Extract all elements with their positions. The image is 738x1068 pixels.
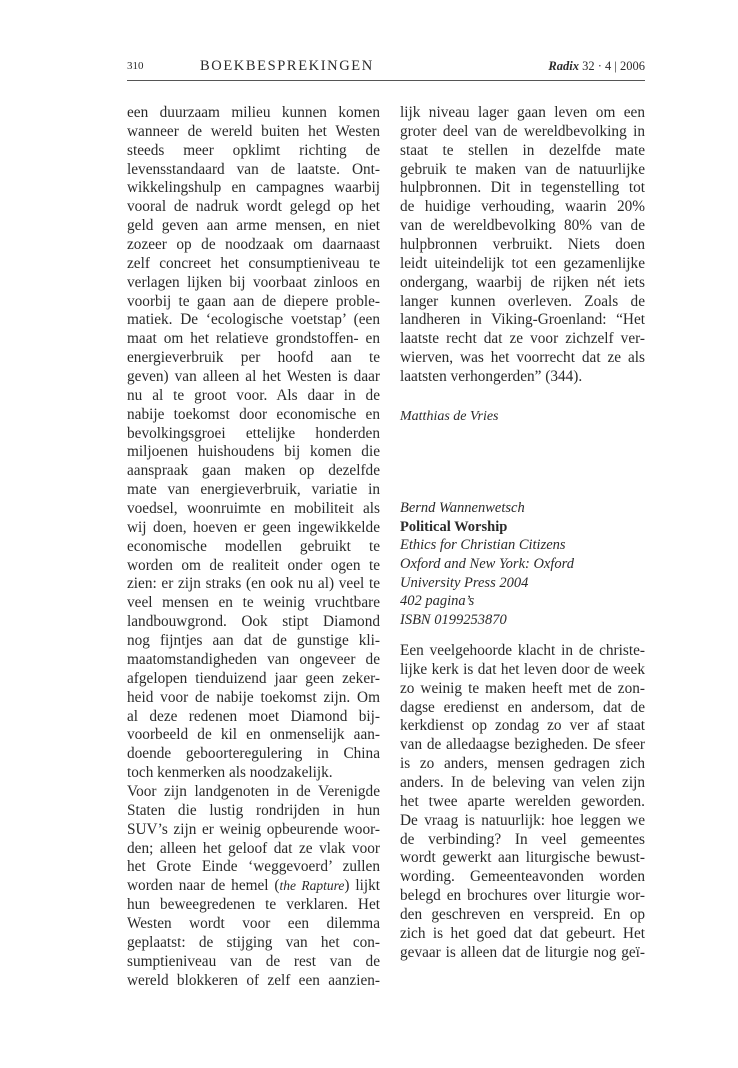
book-author: Bernd Wannenwetsch (400, 500, 525, 516)
text-line: is zo anders, mensen gedragen zich (400, 755, 645, 773)
text-line: wordt gewerkt aan liturgische bewust- (400, 849, 645, 867)
text-line: miljoenen huishoudens bij komen die (127, 443, 380, 461)
text-line: vooral de nadruk wordt gelegd op het (127, 198, 380, 216)
text-line: wij doen, hoeven er geen ingewikkelde (127, 518, 380, 536)
text-line: Staten die lustig rondrijden in hun (127, 801, 380, 819)
text-fragment: ) lijkt (344, 877, 380, 895)
text-line: hulpbronnen. Dit in tegenstelling tot (400, 179, 645, 197)
text-line (127, 877, 380, 896)
text-line: worden om de realiteit onder ogen te (127, 556, 380, 574)
right-column-text (400, 104, 645, 387)
text-line: SUV’s zijn er weinig opbeurende woor- (127, 820, 380, 838)
text-line: Westen wordt voor een dilemma (127, 914, 380, 932)
text-line: nu al te groot voor. Als daar in de (127, 386, 380, 404)
book-publisher: Oxford and New York: Oxford (400, 556, 574, 573)
text-line: Voor zijn landgenoten in de Verenigde (127, 782, 380, 800)
text-line: ondergang, waarbij de rijken nét iets (400, 273, 645, 291)
text-line: staat te stellen in dezelfde mate (400, 141, 645, 159)
text-line: lijk niveau lager gaan leven om een (400, 104, 645, 121)
text-line: al deze redenen moet Diamond bij- (127, 707, 380, 725)
text-line: geplaatst: de stijging van het con- (127, 933, 380, 951)
reviewer-signature: Matthias de Vries (400, 409, 499, 424)
text-line: zich is het goed dat dat gebeurt. Het (400, 924, 645, 942)
text-line: zelf concreet het consumptieniveau te (127, 254, 380, 272)
text-line: wierven, was het voorrecht dat ze als (400, 349, 645, 367)
page-number: 310 (127, 60, 144, 72)
text-line: hun beweegredenen te verklaren. Het (127, 896, 380, 914)
text-line: hulpbronnen verbruikt. Niets doen (400, 236, 645, 254)
text-line: landheren in Viking-Groenland: “Het (400, 311, 645, 329)
review-text (400, 642, 645, 963)
text-line: geld geven aan arme mensen, en niet (127, 217, 380, 235)
text-fragment: worden naar de hemel ( (127, 877, 280, 895)
text-line: verlagen lijken bij voorbaat zinloos en (127, 273, 380, 291)
text-line: den; alleen het geloof dat ze vlak voor (127, 839, 380, 857)
text-line: maat om het relatieve grondstoffen- en (127, 330, 380, 348)
text-line: economische modellen gebruikt te (127, 537, 380, 555)
text-line: zo weinig te maken heeft met de zon- (400, 679, 645, 697)
text-line: groter deel van de wereldbevolking in (400, 122, 645, 140)
text-line: sumptieniveau van de rest van de (127, 952, 380, 970)
text-line: langer kunnen overleven. Zoals de (400, 292, 645, 310)
italic-term: the Rapture (279, 878, 345, 894)
text-line: lijke kerk is dat het leven door de week (400, 660, 645, 678)
book-isbn: ISBN 0199253870 (400, 612, 507, 629)
text-line: laatsten verhongerden” (344). (400, 368, 583, 386)
text-line: matiek. De ‘ecologische voetstap’ (een (127, 311, 380, 329)
text-line: wereld blokkeren of zelf een aanzien- (127, 971, 380, 989)
text-line: maatomstandigheden van ongeveer de (127, 650, 380, 668)
text-line: geven) van alleen al het Westen is daar (127, 368, 380, 386)
text-line: De vraag is natuurlijk: hoe leggen we (400, 811, 645, 829)
text-line: aanspraak gaan maken op dezelfde (127, 462, 380, 480)
book-details (400, 499, 574, 630)
text-line: nog fijntjes aan dat de gunstige kli- (127, 632, 380, 650)
book-title: Political Worship (400, 518, 508, 535)
book-publisher-year: University Press 2004 (400, 574, 529, 591)
text-line: zozeer op de noodzaak om daarnaast (127, 236, 380, 254)
text-line: wanneer de wereld buiten het Westen (127, 122, 380, 140)
text-line: het twee aparte werelden geworden. (400, 792, 645, 810)
text-line: voorbij te gaan aan de diepere proble- (127, 292, 380, 310)
text-line: anders. In de beleving van velen zijn (400, 774, 645, 792)
text-line: dagse eredienst en andersom, dat de (400, 698, 645, 716)
text-line: zien: er zijn straks (en ook nu al) veel te (127, 575, 380, 593)
text-line: landbouwgrond. Ook stipt Diamond (127, 613, 380, 631)
text-line: nabije toekomst door economische en (127, 405, 380, 423)
text-line: heid voor de nabije toekomst zijn. Om (127, 688, 380, 706)
text-line: den geschreven en verspreid. En op (400, 906, 645, 924)
running-header (127, 58, 645, 81)
text-line: levensstandaard van de laatste. Ont- (127, 160, 380, 178)
text-line: veel mensen en te weinig vruchtbare (127, 594, 380, 612)
text-line: toch kenmerken als noodzakelijk. (127, 764, 333, 782)
text-line: voedsel, woonruimte en mobiliteit als (127, 500, 380, 518)
text-line: de huidige verhouding, waarin 20% (400, 198, 645, 216)
left-column-text (127, 104, 380, 990)
text-line: van de alledaagse bezigheden. De sfeer (400, 736, 645, 754)
text-line: een duurzaam milieu kunnen komen (127, 104, 380, 121)
text-line: wikkelingshulp en campagnes waarbij (127, 179, 380, 197)
text-line: gevaar is alleen dat de liturgie nog geï- (400, 943, 645, 961)
journal-name: Radix (548, 59, 579, 73)
text-line: mate van energieverbruik, variatie in (127, 481, 380, 499)
text-line: gebruik te maken van de natuurlijke (400, 160, 645, 178)
journal-reference (548, 59, 645, 74)
text-line: kerkdienst op zondag zo ver af staat (400, 717, 645, 735)
text-line: van de wereldbevolking 80% van de (400, 217, 645, 235)
text-line: het Grote Einde ‘weggevoerd’ zullen (127, 858, 380, 876)
text-line: doende geboorteregulering in China (127, 745, 380, 763)
text-line: energieverbruik per hoofd aan te (127, 349, 380, 367)
text-line: bevolkingsgroei ettelijke honderden (127, 424, 380, 442)
book-subtitle: Ethics for Christian Citizens (400, 537, 566, 554)
book-pages: 402 pagina’s (400, 593, 475, 610)
text-line: wording. Gemeenteavonden worden (400, 868, 645, 886)
text-line: afgelopen tienduizend jaar geen zeker- (127, 669, 380, 687)
text-line: voorbeeld de kil en onmenselijk aan- (127, 726, 380, 744)
text-line: leidt uiteindelijk tot een gezamenlijke (400, 254, 645, 272)
section-title: BOEKBESPREKINGEN (200, 58, 374, 74)
text-line: belegd en brochures over liturgie wor- (400, 887, 645, 905)
text-line: de verbinding? In veel gemeentes (400, 830, 645, 848)
journal-issue: 32 · 4 | 2006 (582, 59, 645, 73)
text-line: steeds meer opklimt richting de (127, 141, 380, 159)
text-line: Een veelgehoorde klacht in de christe- (400, 642, 645, 659)
text-line: laatste recht dat ze voor zichzelf ver- (400, 330, 645, 348)
